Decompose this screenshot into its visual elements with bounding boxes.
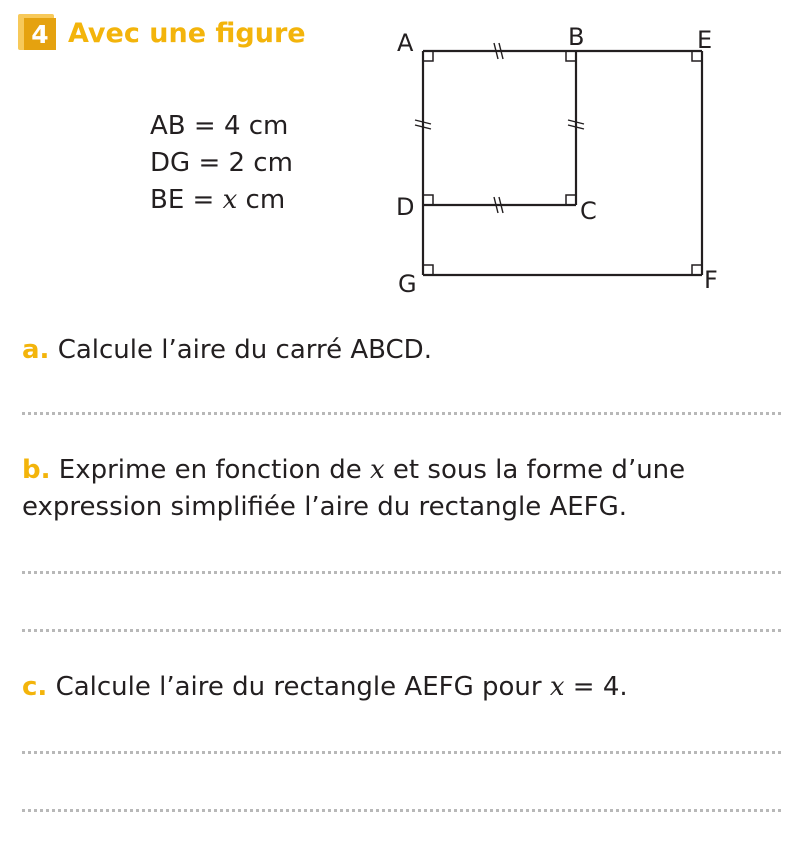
given-be-eq: = [192, 185, 215, 215]
given-be-var: x [222, 185, 238, 215]
right-angle-marks [423, 51, 702, 275]
point-label-d: D [396, 193, 415, 221]
question-b [22, 452, 792, 526]
point-label-a: A [397, 29, 414, 57]
geometry-figure [380, 20, 740, 300]
answer-line-b-1[interactable] [22, 571, 781, 574]
point-label-e: E [697, 26, 713, 54]
point-label-c: C [580, 197, 597, 225]
right-angle-a [423, 51, 433, 61]
question-c [22, 669, 792, 706]
point-label-b: B [568, 23, 585, 51]
exercise-number-badge [18, 14, 56, 52]
given-ab-value: 4 cm [223, 111, 289, 141]
given-values [150, 108, 293, 219]
point-label-g: G [398, 270, 417, 298]
given-dg-value: 2 cm [228, 148, 293, 178]
right-angle-f [692, 265, 702, 275]
equal-length-marks [415, 43, 584, 213]
answer-line-c-2[interactable] [22, 809, 781, 812]
question-c-text-1: Calcule l’aire du rectangle AEFG pour [55, 672, 550, 702]
given-be [150, 182, 293, 219]
exercise-number: 4 [24, 18, 56, 50]
question-b-letter: b. [22, 455, 51, 485]
exercise-header [18, 14, 306, 52]
right-angle-b [566, 51, 576, 61]
given-be-unit: cm [245, 185, 286, 215]
question-b-text-1: Exprime en fonction de [58, 455, 370, 485]
question-c-var: x [549, 672, 565, 702]
right-angle-c [566, 195, 576, 205]
question-a [22, 332, 792, 369]
answer-line-a-1[interactable] [22, 412, 781, 415]
question-a-letter: a. [22, 335, 50, 365]
given-ab-label: AB [150, 111, 186, 141]
question-c-letter: c. [22, 672, 48, 702]
given-dg-eq: = [198, 148, 221, 178]
given-dg-label: DG [150, 148, 191, 178]
answer-line-b-2[interactable] [22, 629, 781, 632]
question-b-text-2: et sous la forme d’une expression simplifiée l’aire du rectangle AEFG. [22, 455, 686, 522]
given-ab [150, 108, 293, 145]
right-angle-d [423, 195, 433, 205]
exercise-title: Avec une figure [68, 17, 306, 49]
question-a-text: Calcule l’aire du carré ABCD. [57, 335, 432, 365]
given-ab-eq: = [193, 111, 216, 141]
given-dg [150, 145, 293, 182]
answer-line-c-1[interactable] [22, 751, 781, 754]
right-angle-g [423, 265, 433, 275]
question-b-var: x [370, 455, 385, 485]
given-be-label: BE [150, 185, 185, 215]
point-label-f: F [704, 266, 718, 294]
question-c-text-2: = 4. [564, 672, 628, 702]
